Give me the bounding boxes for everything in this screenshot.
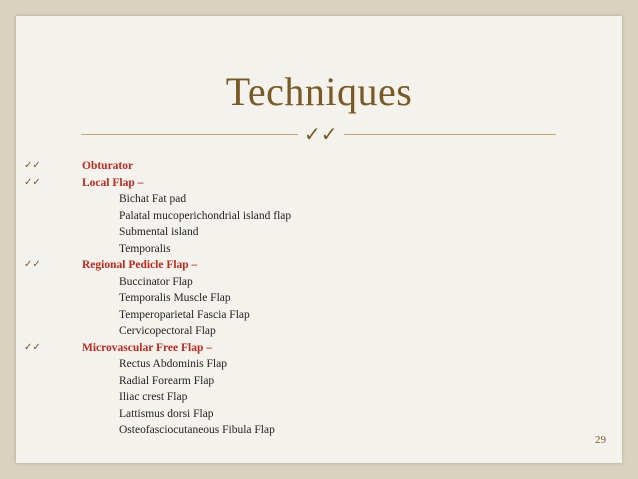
subitem-text: Temperoparietal Fascia Flap [119,308,250,321]
list-subitem [16,406,622,423]
page-number: 29 [595,434,606,446]
list-subitem [16,307,622,324]
list-subitem [16,241,622,258]
list-item [16,175,622,192]
subitem-text: Iliac crest Flap [119,391,188,403]
list-subitem [16,389,622,406]
section-heading: Local Flap – [82,176,144,189]
subitem-text: Osteofasciocutaneous Fibula Flap [119,424,275,436]
section-heading: Microvascular Free Flap – [82,341,212,354]
slide-title: Techniques [225,69,413,114]
list-item [16,257,622,274]
bullet-check-icon: ✓✓ [24,341,41,353]
list-item [16,158,622,175]
list-item [16,340,622,357]
subitem-text: Rectus Abdominis Flap [119,358,227,370]
list-subitem [16,191,622,208]
subitem-text: Radial Forearm Flap [119,374,215,387]
list-subitem [16,274,622,291]
subitem-text: Buccinator Flap [119,275,193,288]
double-check-icon: ✓✓ [298,122,344,146]
bullet-check-icon: ✓✓ [24,259,41,270]
subitem-text: Submental island [119,226,199,238]
bullet-check-icon: ✓✓ [24,160,41,171]
subitem-text: Temporalis Muscle Flap [119,292,231,304]
section-heading: Regional Pedicle Flap – [82,259,198,271]
subitem-text: Cervicopectoral Flap [119,325,216,337]
list-subitem [16,323,622,340]
subitem-text: Temporalis [119,242,171,255]
bullet-check-icon: ✓✓ [24,176,41,188]
subitem-text: Palatal mucoperichondrial island flap [119,209,292,222]
list-subitem [16,422,622,439]
section-heading: Obturator [82,160,134,172]
subitem-text: Bichat Fat pad [119,193,187,205]
bullet-list [16,158,622,439]
list-subitem [16,373,622,390]
list-subitem [16,356,622,373]
list-subitem [16,224,622,241]
subitem-text: Lattismus dorsi Flap [119,407,214,420]
slide [16,16,622,463]
list-subitem [16,290,622,307]
list-subitem [16,208,622,225]
